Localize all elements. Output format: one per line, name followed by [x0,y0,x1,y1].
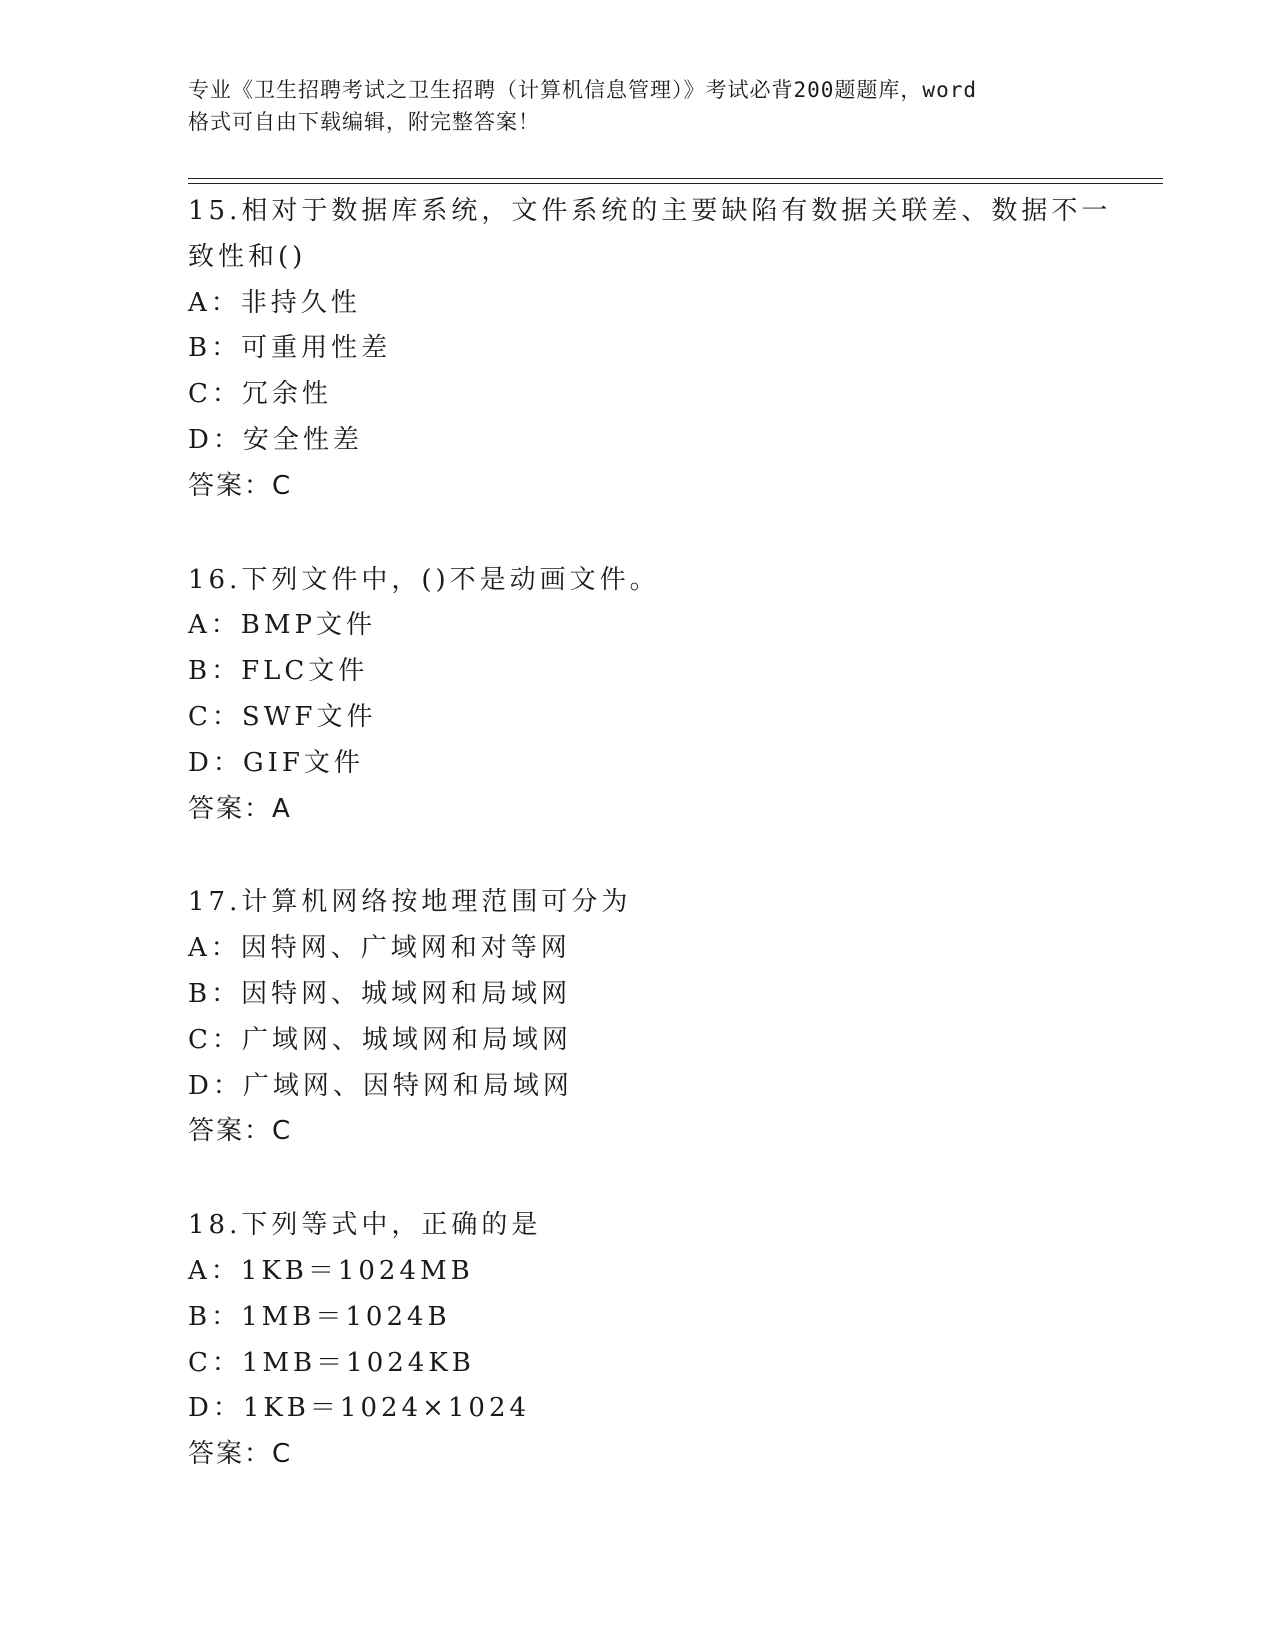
header-divider-bottom [188,183,1163,184]
answer: 答案：C [188,470,293,501]
option-c: C：SWF文件 [188,701,377,732]
option-d: D：安全性差 [188,424,363,455]
intro-line-1: 专业《卫生招聘考试之卫生招聘（计算机信息管理）》考试必背200题题库，word [188,78,977,102]
question-stem-continued: 致性和() [188,241,307,272]
option-b: B：可重用性差 [188,333,392,364]
option-b: B：因特网、城域网和局域网 [188,978,572,1009]
document-intro [188,74,1088,138]
header-divider-top [188,178,1163,179]
option-d: D：GIF文件 [188,747,364,778]
question-stem: 18.下列等式中，正确的是 [188,1210,542,1241]
question-17 [188,880,1088,1155]
option-d: D：广域网、因特网和局域网 [188,1070,573,1101]
option-c: C：广域网、城域网和局域网 [188,1024,572,1055]
option-a: A：因特网、广域网和对等网 [188,933,571,964]
question-list [188,189,1112,1526]
option-c: C：1MB＝1024KB [188,1347,475,1378]
option-b: B：1MB＝1024B [188,1301,451,1332]
question-stem: 17.计算机网络按地理范围可分为 [188,887,632,918]
question-stem: 15.相对于数据库系统，文件系统的主要缺陷有数据关联差、数据不一 [188,196,1112,226]
option-d: D：1KB＝1024×1024 [188,1393,531,1424]
question-18 [188,1203,1088,1478]
question-15 [188,189,1112,510]
option-a: A：1KB＝1024MB [188,1255,474,1286]
option-c: C：冗余性 [188,379,332,410]
option-a: A：BMP文件 [188,610,376,641]
answer: 答案：C [188,1439,293,1470]
option-a: A：非持久性 [188,287,361,318]
question-stem: 16.下列文件中，()不是动画文件。 [188,564,660,595]
intro-line-2: 格式可自由下载编辑，附完整答案！ [188,110,540,134]
answer: 答案：A [188,793,292,824]
question-16 [188,558,1088,833]
answer: 答案：C [188,1116,293,1147]
option-b: B：FLC文件 [188,656,369,687]
